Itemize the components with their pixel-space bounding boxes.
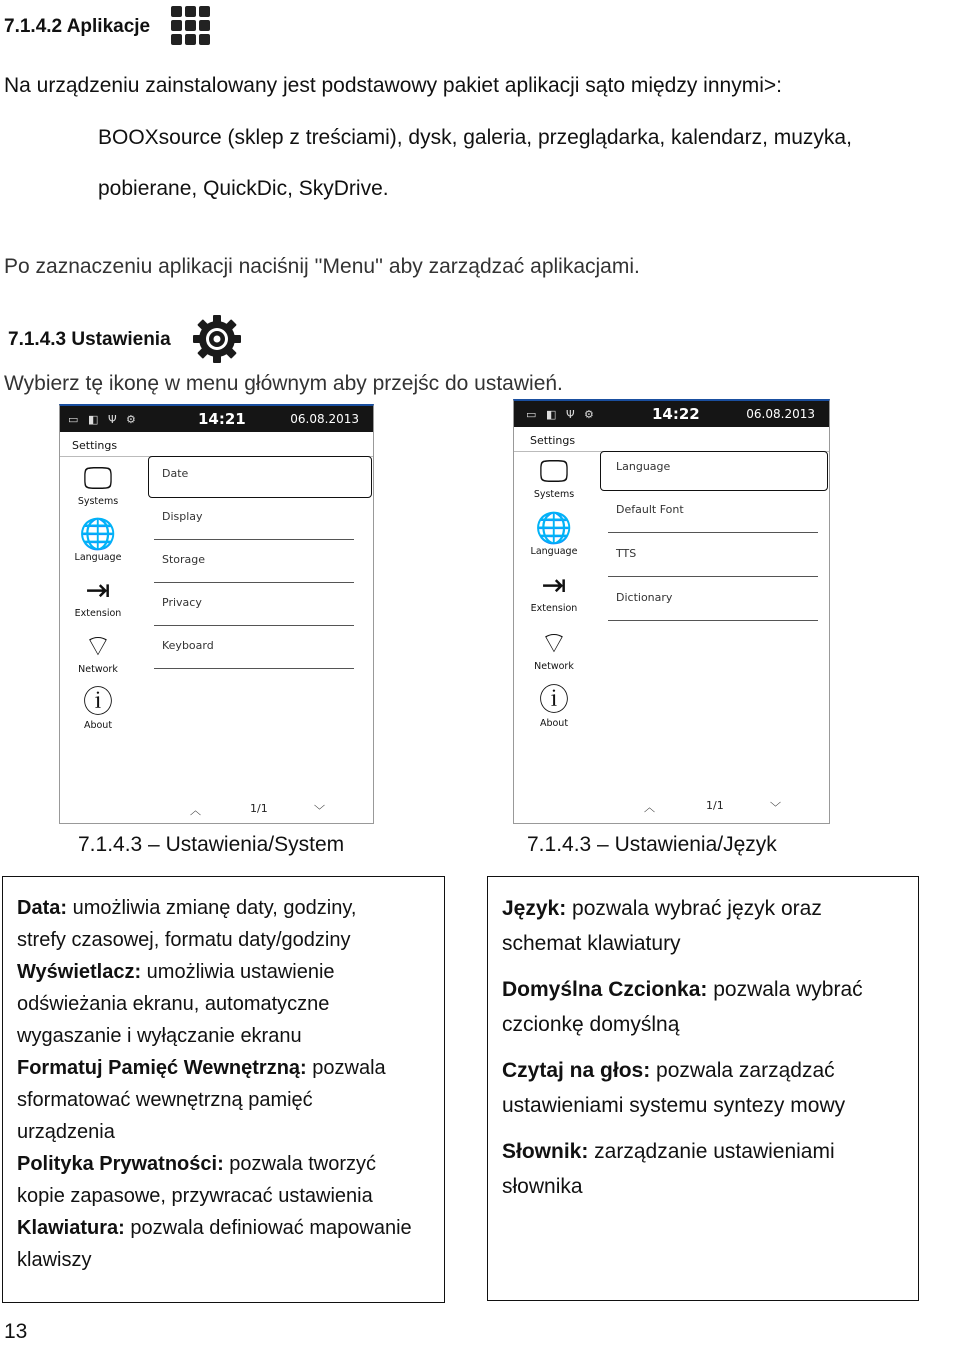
menu-divider xyxy=(608,620,818,621)
sidebar-item-extension[interactable] xyxy=(60,574,136,619)
sidebar-label: About xyxy=(539,718,569,729)
entry-keyboard-line-1 xyxy=(17,1217,412,1240)
export-icon: ⇥ xyxy=(85,573,111,608)
caption-system: 7.1.4.3 – Ustawienia/System xyxy=(78,833,345,856)
info-icon: ⓘ xyxy=(83,685,113,720)
entry-language-line-2: schemat klawiatury xyxy=(502,932,681,955)
entry-display-line-1 xyxy=(17,961,335,984)
desc: umożliwia ustawienie xyxy=(141,961,335,983)
menu-item-keyboard[interactable]: Keyboard xyxy=(162,639,214,652)
entry-date-line-1 xyxy=(17,897,356,920)
status-time: 14:21 xyxy=(198,410,246,428)
page-next-button[interactable]: ﹀ xyxy=(314,804,325,817)
menu-divider xyxy=(154,668,354,669)
entry-format-line-2: sformatować wewnętrzną pamięć xyxy=(17,1089,313,1111)
menu-item-display[interactable]: Display xyxy=(162,510,203,523)
usb-icon: Ψ xyxy=(566,408,575,421)
sidebar-item-about[interactable] xyxy=(516,684,592,729)
system-description-box xyxy=(2,876,445,1303)
sidebar-item-language[interactable] xyxy=(60,518,136,563)
sidebar-item-language[interactable] xyxy=(516,512,592,557)
entry-format-line-3: urządzenia xyxy=(17,1121,115,1143)
monitor-gear-icon: 🖵 xyxy=(83,461,113,496)
entry-language-line-1 xyxy=(502,897,822,921)
sidebar-item-extension[interactable] xyxy=(516,569,592,614)
page-prev-button[interactable]: ︿ xyxy=(190,804,201,817)
term: Czytaj na głos: xyxy=(502,1059,651,1082)
entry-dictionary-line-2: słownika xyxy=(502,1175,583,1198)
term: Domyślna Czcionka: xyxy=(502,978,708,1001)
menu-divider xyxy=(154,582,354,583)
sidebar-label: Language xyxy=(530,546,578,557)
desc: pozwala wybrać xyxy=(707,978,863,1001)
entry-dictionary-line-1 xyxy=(502,1140,835,1164)
sidebar-item-systems[interactable] xyxy=(516,455,592,500)
entry-tts-line-2: ustawieniami systemu syntezy mowy xyxy=(502,1094,846,1117)
page-indicator: 1/1 xyxy=(706,799,724,812)
sidebar-item-systems[interactable] xyxy=(60,462,136,507)
term: Polityka Prywatności: xyxy=(17,1153,224,1175)
term: Klawiatura: xyxy=(17,1217,125,1239)
apps-paragraph-line-3: pobierane, QuickDic, SkyDrive. xyxy=(98,177,389,200)
globe-user-icon: 🌐 xyxy=(79,517,117,552)
globe-user-icon: 🌐 xyxy=(535,511,573,546)
page-number: 13 xyxy=(4,1320,28,1343)
term: Formatuj Pamięć Wewnętrzną: xyxy=(17,1057,307,1079)
menu-divider xyxy=(154,625,354,626)
language-description-box xyxy=(487,876,919,1301)
status-date: 06.08.2013 xyxy=(290,412,359,426)
menu-divider xyxy=(608,532,818,533)
menu-item-storage[interactable]: Storage xyxy=(162,553,206,566)
desc: pozwala wybrać język oraz xyxy=(566,897,822,920)
sidebar-label: Language xyxy=(74,552,122,563)
menu-item-default-font[interactable]: Default Font xyxy=(616,503,684,516)
status-bar xyxy=(60,406,373,432)
page-prev-button[interactable]: ︿ xyxy=(644,801,655,814)
monitor-gear-icon: 🖵 xyxy=(539,454,569,489)
section-number: 7.1.4.2 xyxy=(4,16,63,37)
entry-tts-line-1 xyxy=(502,1059,835,1083)
desc: zarządzanie ustawieniami xyxy=(588,1140,835,1163)
entry-privacy-line-1 xyxy=(17,1153,376,1176)
sidebar-item-network[interactable] xyxy=(60,630,136,675)
term: Słownik: xyxy=(502,1140,589,1163)
status-date: 06.08.2013 xyxy=(746,407,815,421)
menu-item-privacy[interactable]: Privacy xyxy=(162,596,202,609)
desc: umożliwia zmianę daty, godziny, xyxy=(67,897,357,919)
app-grid-icon xyxy=(171,6,210,45)
android-icon: ⚙ xyxy=(584,408,594,421)
sidebar-label: Systems xyxy=(533,489,575,500)
entry-format-line-1 xyxy=(17,1057,386,1080)
apps-paragraph-line-1: Na urządzeniu zainstalowany jest podstawowy pakiet aplikacji sąto między innymi>: xyxy=(4,74,782,97)
sidebar-label: Extension xyxy=(74,608,122,619)
menu-item-language[interactable]: Language xyxy=(616,460,671,473)
info-icon: ⓘ xyxy=(539,683,569,718)
wifi-icon: ⌔ xyxy=(83,629,113,664)
desc: pozwala xyxy=(306,1057,386,1079)
settings-hint: Wybierz tę ikonę w menu głównym aby przejśc do ustawień. xyxy=(4,372,563,395)
apps-paragraph-line-2: BOOXsource (sklep z treściami), dysk, galeria, przeglądarka, kalendarz, muzyka, xyxy=(98,126,852,149)
status-bar xyxy=(514,401,829,427)
page-next-button[interactable]: ﹀ xyxy=(770,801,781,814)
caption-language: 7.1.4.3 – Ustawienia/Język xyxy=(527,833,777,856)
status-time: 14:22 xyxy=(652,405,700,423)
wifi-icon: ⌔ xyxy=(539,626,569,661)
gear-icon xyxy=(192,314,242,364)
sidebar-item-about[interactable] xyxy=(60,686,136,731)
sidebar-item-network[interactable] xyxy=(516,627,592,672)
desc: pozwala tworzyć xyxy=(223,1153,377,1175)
section-title: Aplikacje xyxy=(66,16,151,37)
battery-icon: ▭ xyxy=(526,408,537,421)
signal-icon: ◧ xyxy=(88,413,99,426)
sidebar-label: Network xyxy=(78,664,118,675)
screen-title: Settings xyxy=(530,434,576,447)
entry-privacy-line-2: kopie zapasowe, przywracać ustawienia xyxy=(17,1185,373,1207)
menu-item-date[interactable]: Date xyxy=(162,467,189,480)
entry-keyboard-line-2: klawiszy xyxy=(17,1249,92,1271)
page-indicator: 1/1 xyxy=(250,802,268,815)
entry-font-line-1 xyxy=(502,978,863,1002)
desc: pozwala definiować mapowanie xyxy=(124,1217,412,1239)
menu-divider xyxy=(608,576,818,577)
menu-item-tts[interactable]: TTS xyxy=(616,547,637,560)
signal-icon: ◧ xyxy=(546,408,557,421)
menu-item-dictionary[interactable]: Dictionary xyxy=(616,591,673,604)
menu-hint: Po zaznaczeniu aplikacji naciśnij ''Menu'' aby zarządzać aplikacjami. xyxy=(4,255,640,278)
term: Data: xyxy=(17,897,68,919)
sidebar-label: Extension xyxy=(530,603,578,614)
menu-divider xyxy=(154,539,354,540)
sidebar-label: Network xyxy=(534,661,574,672)
section-number: 7.1.4.3 xyxy=(8,329,67,350)
section-heading-settings xyxy=(8,329,171,351)
sidebar-label: About xyxy=(83,720,113,731)
section-heading-apps xyxy=(4,16,150,38)
term: Język: xyxy=(502,897,567,920)
settings-screen-language xyxy=(513,399,830,824)
entry-date-line-2: strefy czasowej, formatu daty/godziny xyxy=(17,929,351,951)
export-icon: ⇥ xyxy=(541,568,567,603)
android-icon: ⚙ xyxy=(126,413,136,426)
screen-title: Settings xyxy=(72,439,118,452)
battery-icon: ▭ xyxy=(68,413,79,426)
sidebar-label: Systems xyxy=(77,496,119,507)
entry-font-line-2: czcionkę domyślną xyxy=(502,1013,680,1036)
settings-screen-system xyxy=(59,404,374,824)
term: Wyświetlacz: xyxy=(17,961,142,983)
entry-display-line-2: odświeżania ekranu, automatyczne xyxy=(17,993,330,1015)
usb-icon: Ψ xyxy=(108,413,117,426)
entry-display-line-3: wygaszanie i wyłączanie ekranu xyxy=(17,1025,302,1047)
section-title: Ustawienia xyxy=(71,329,171,350)
desc: pozwala zarządzać xyxy=(650,1059,835,1082)
